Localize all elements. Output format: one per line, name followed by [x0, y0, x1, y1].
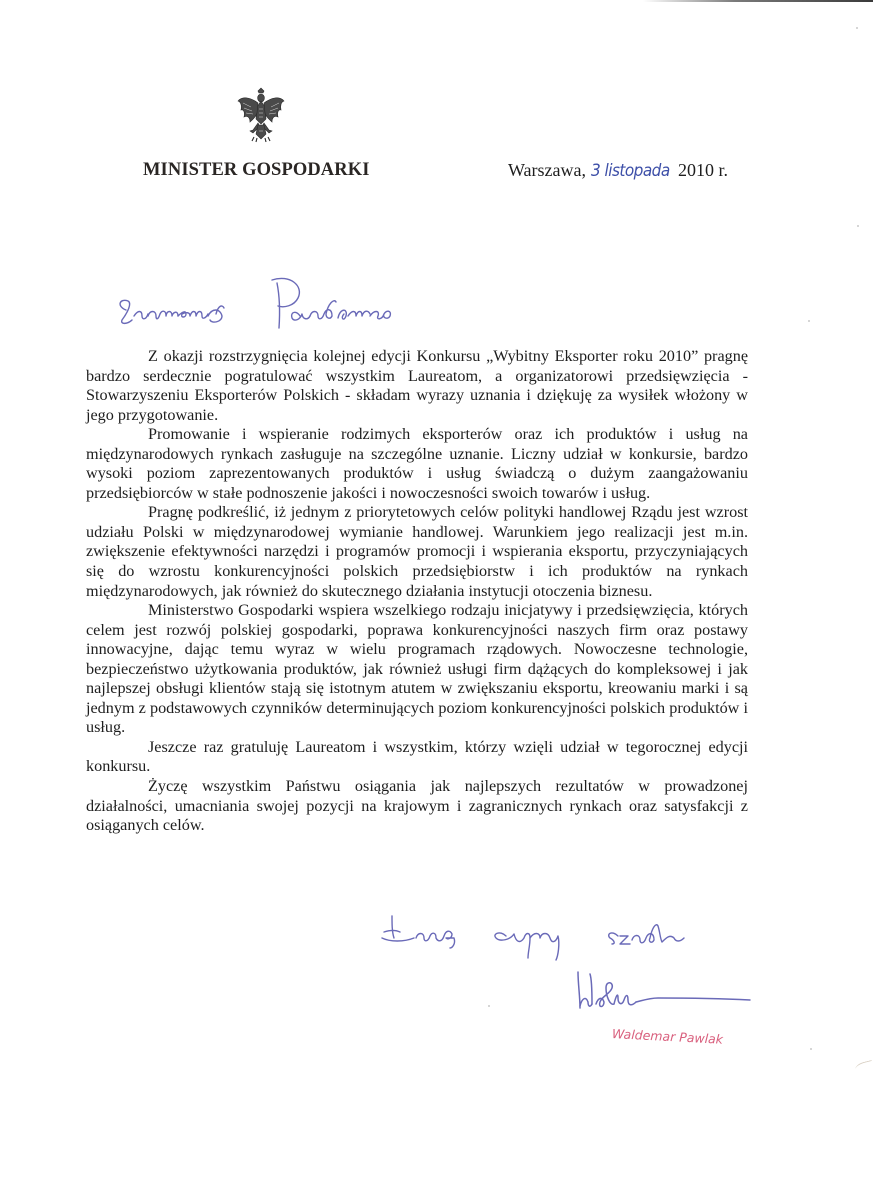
body-paragraph-2: Promowanie i wspieranie rodzimych eksporterów oraz ich produktów i usług na międzynarodowych rynkach zasługuje na szczególne uznanie. Liczny udział w konkursie, bardzo wysoki poziom zaprezentowanych produktów i usług świadczą o dużym zaangażowaniu przedsiębiorców w stałe podnoszenie jakości i nowoczesności swoich towarów i usług. [86, 425, 748, 502]
scan-speck [488, 1005, 490, 1007]
scan-edge-shadow [643, 0, 873, 2]
date-year: 2010 r. [677, 160, 728, 180]
scan-speck [808, 320, 810, 322]
signature [570, 968, 760, 1018]
polish-eagle-emblem-icon [236, 87, 286, 143]
body-paragraph-4: Ministerstwo Gospodarki wspiera wszelkiego rodzaju inicjatywy i przedsięwzięcia, których celem jest rozwój polskiej gospodarki, poprawa konkurencyjności naszych firm oraz postawy innowacyjne, dając temu wyraz w wielu programach rządowych. Nowoczesne technologie, bezpieczeństwo użytkowania produktów, jak również usługi firm dążących do kompleksowej i jak najlepszej obsługi klientów stają się istotnym atutem w zwiększaniu eksportu, kreowaniu marki i są jednym z podstawowych czynników determinujących poziom konkurencyjności polskich produktów i usług. [86, 601, 748, 737]
ministry-title: MINISTER GOSPODARKI [143, 160, 370, 180]
scan-speck [857, 225, 859, 227]
place-label: Warszawa, [508, 160, 587, 180]
date-line [508, 160, 728, 181]
scan-speck [856, 27, 858, 29]
signatory-name-stamp: Waldemar Pawlak [611, 1026, 724, 1047]
paper-fold-mark [854, 1060, 873, 1073]
handwritten-closing [380, 908, 770, 966]
body-paragraph-5: Jeszcze raz gratuluję Laureatom i wszystkim, którzy wzięli udział w tegorocznej edycji konkursu. [86, 737, 748, 776]
body-paragraph-6: Życzę wszystkim Państwu osiągania jak najlepszych rezultatów w prowadzonej działalności, umacniania swojej pozycji na krajowym i zagranicznych rynkach oraz satysfakcji z osiąganych celów. [86, 777, 748, 835]
letter-body [86, 347, 748, 836]
scan-speck [810, 1048, 812, 1050]
handwritten-date: 3 listopada [590, 161, 670, 181]
handwritten-salutation [112, 268, 492, 338]
body-paragraph-3: Pragnę podkreślić, iż jednym z priorytetowych celów polityki handlowej Rządu jest wzrost udziału Polski w międzynarodowej wymianie handlowej. Warunkiem jego realizacji jest m.in. zwiększenie efektywności narzędzi i programów promocji i wspierania eksportu, przyczyniających się do wzrostu konkurencyjności polskich przedsiębiorstw i ich produktów na rynkach międzynarodowych, jak również do skutecznego działania instytucji otoczenia biznesu. [86, 503, 748, 600]
body-paragraph-1: Z okazji rozstrzygnięcia kolejnej edycji Konkursu „Wybitny Eksporter roku 2010” pragnę bardzo serdecznie pogratulować wszystkim Laureatom, a organizatorowi przedsięwzięcia - Stowarzyszeniu Eksporterów Polskich - składam wyrazy uznania i dziękuję za wysiłek włożony w jego przygotowanie. [86, 347, 748, 424]
